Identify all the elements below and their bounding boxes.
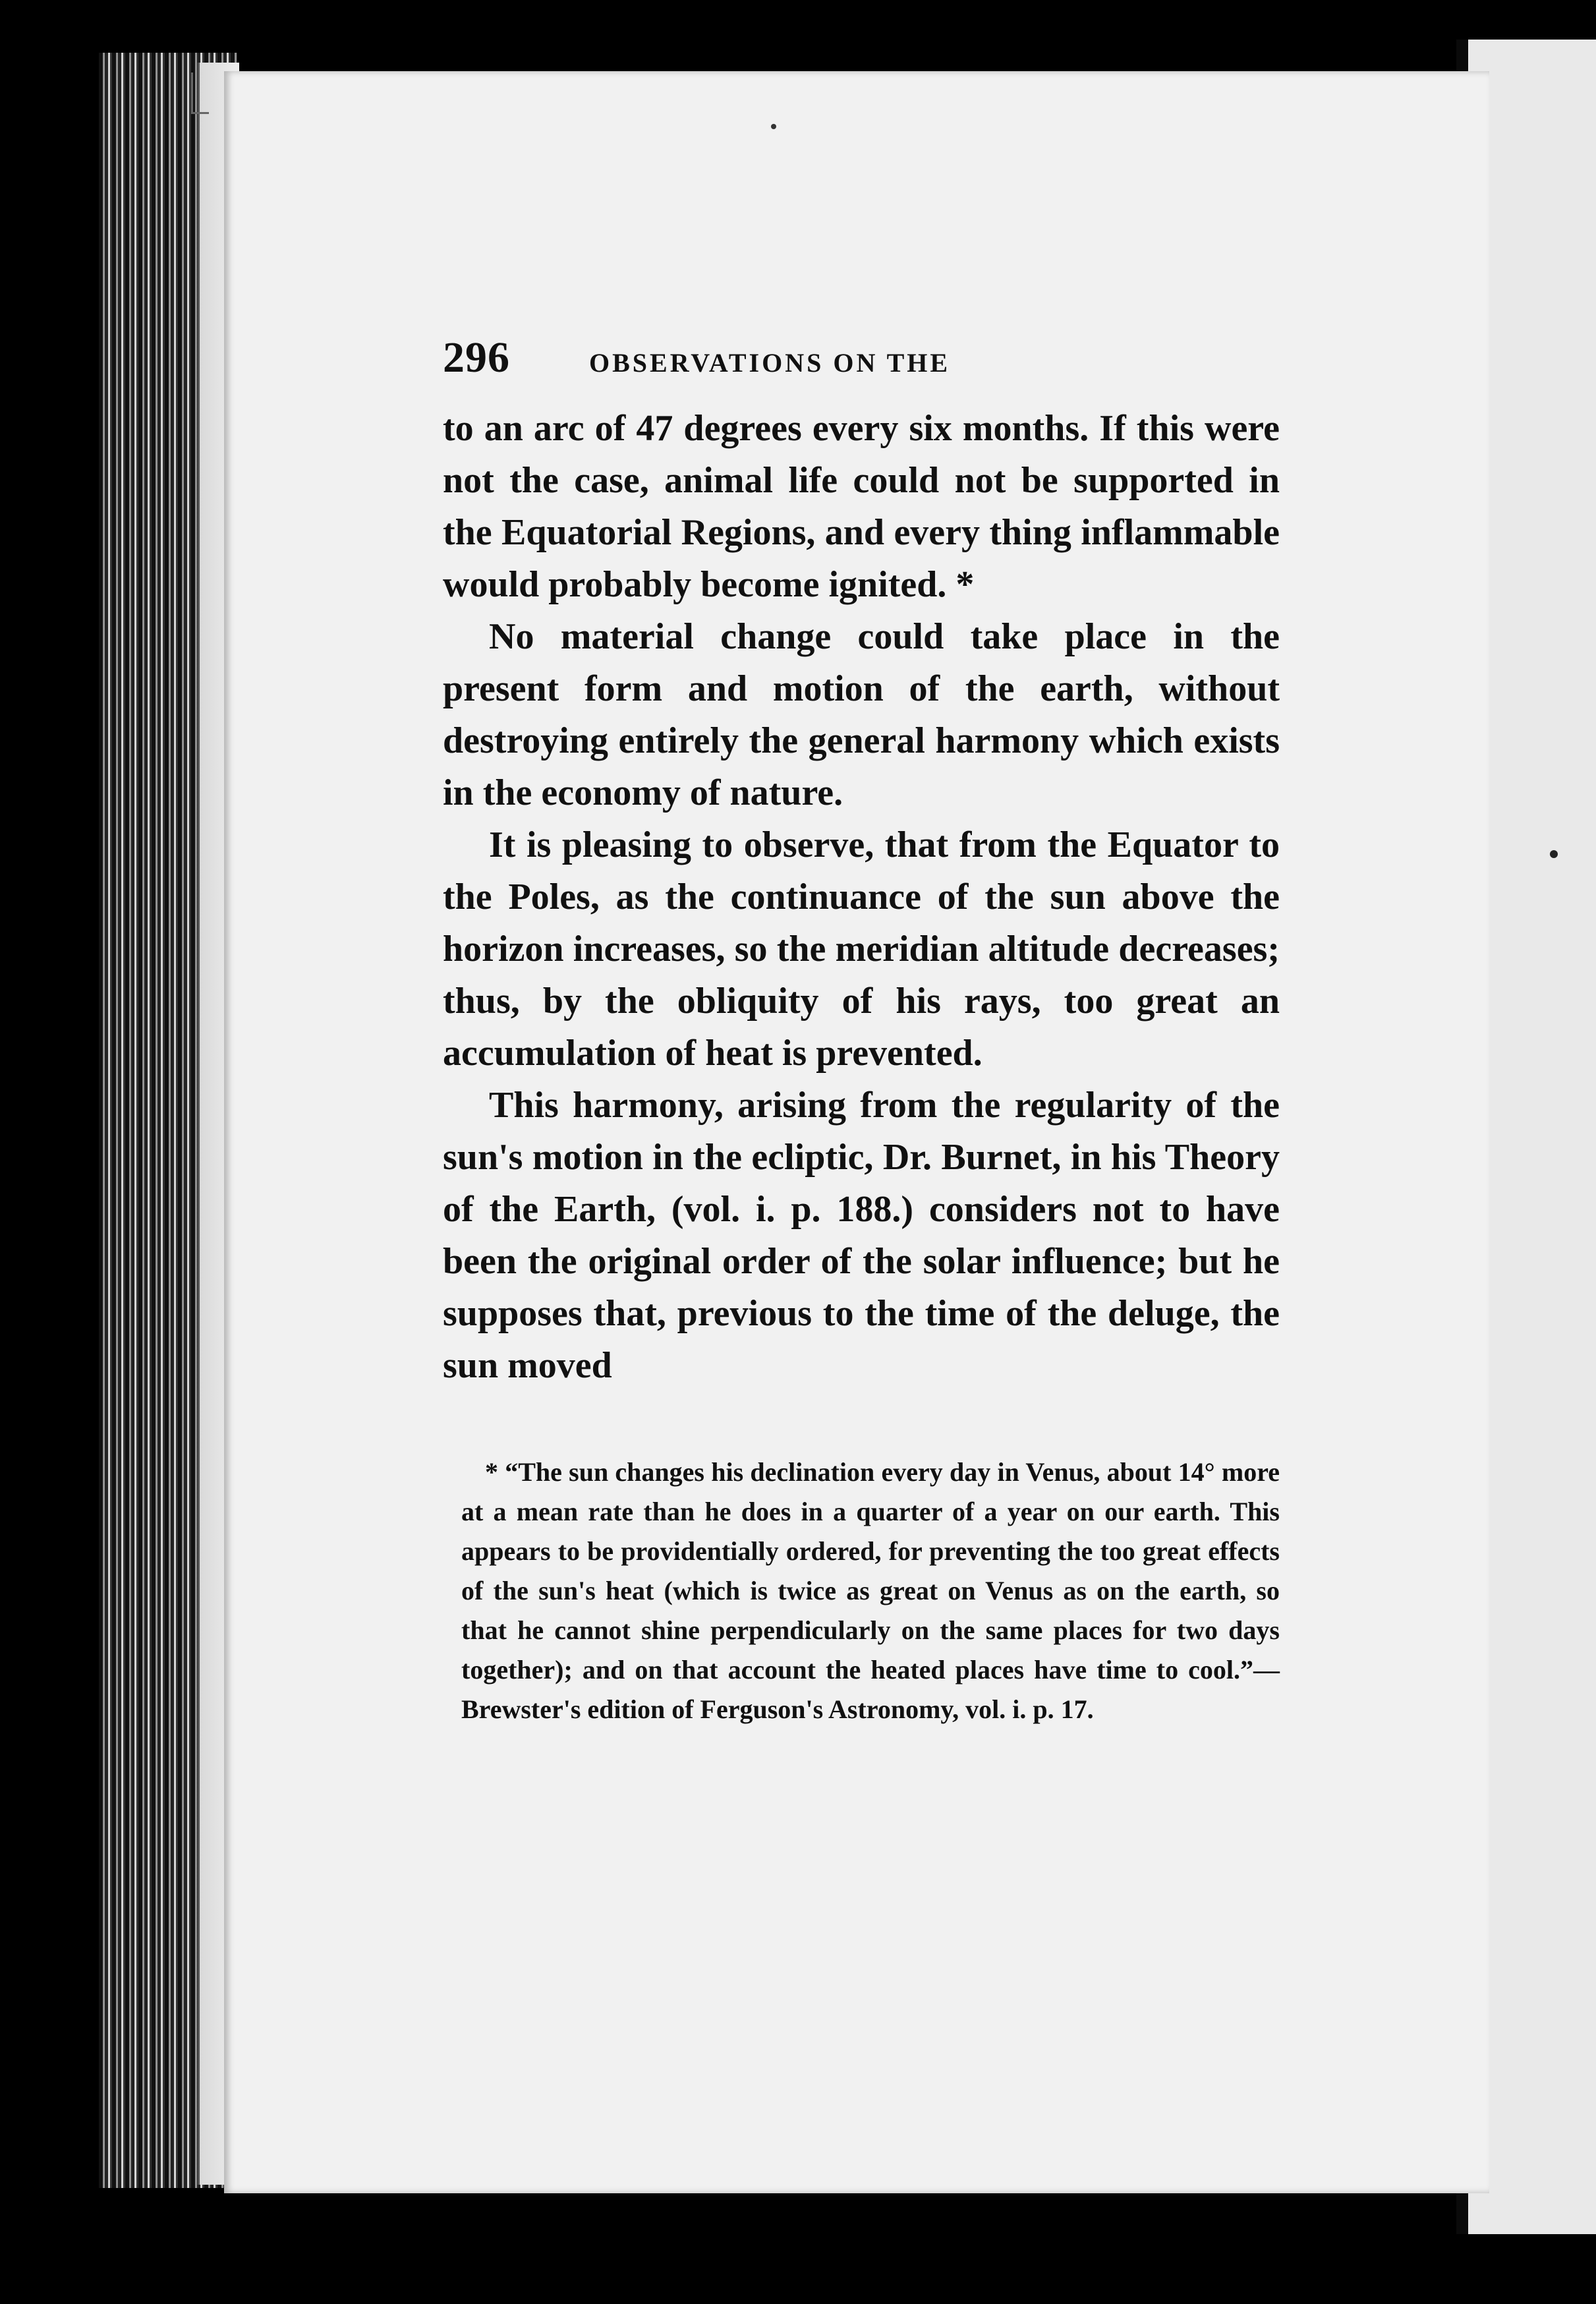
page-corner-fold: [191, 72, 209, 114]
footnote-text: * “The sun changes his declination every day in Venus, about 14° more at a mean rate than he does in a quarter of a year on our earth. This appears to be providentially ordered, for preventing the too great effects of the sun's heat (which is twice as great on Venus as on the earth, so that he cannot shine perpendicularly on the same places for two days together); and on that account the heated places have time to cool.”—Brewster's edition of Ferguson's Astronomy, vol. i. p. 17.: [461, 1457, 1280, 1724]
paragraph: It is pleasing to observe, that from the Equator to the Poles, as the continuance of the sun above the horizon increases, so the meridian altitude decreases; thus, by the obliquity of his rays, too great an accumulation of heat is prevented.: [443, 824, 1280, 1074]
page-number: 296: [443, 333, 510, 382]
paragraph: This harmony, arising from the regularity of the sun's motion in the ecliptic, Dr. Burnet, in his Theory of the Earth, (vol. i. p. 188.) considers not to have been the original order of the solar influence; but he supposes that, previous to the time of the deluge, the sun moved: [443, 1085, 1280, 1386]
body-text: [443, 403, 1280, 1392]
facing-page-mark: [1550, 850, 1558, 858]
page-content: [443, 333, 1280, 1729]
ink-speck: [771, 124, 776, 129]
paragraph: No material change could take place in the present form and motion of the earth, without destroying entirely the general harmony which exists in the economy of nature.: [443, 616, 1280, 813]
footnote: [443, 1453, 1280, 1729]
running-head: OBSERVATIONS ON THE: [589, 348, 951, 378]
page-header: [443, 333, 1280, 392]
paragraph: to an arc of 47 degrees every six months. If this were not the case, animal life could not be supported in the Equatorial Regions, and every thing inflammable would probably become ignited. *: [443, 408, 1280, 605]
